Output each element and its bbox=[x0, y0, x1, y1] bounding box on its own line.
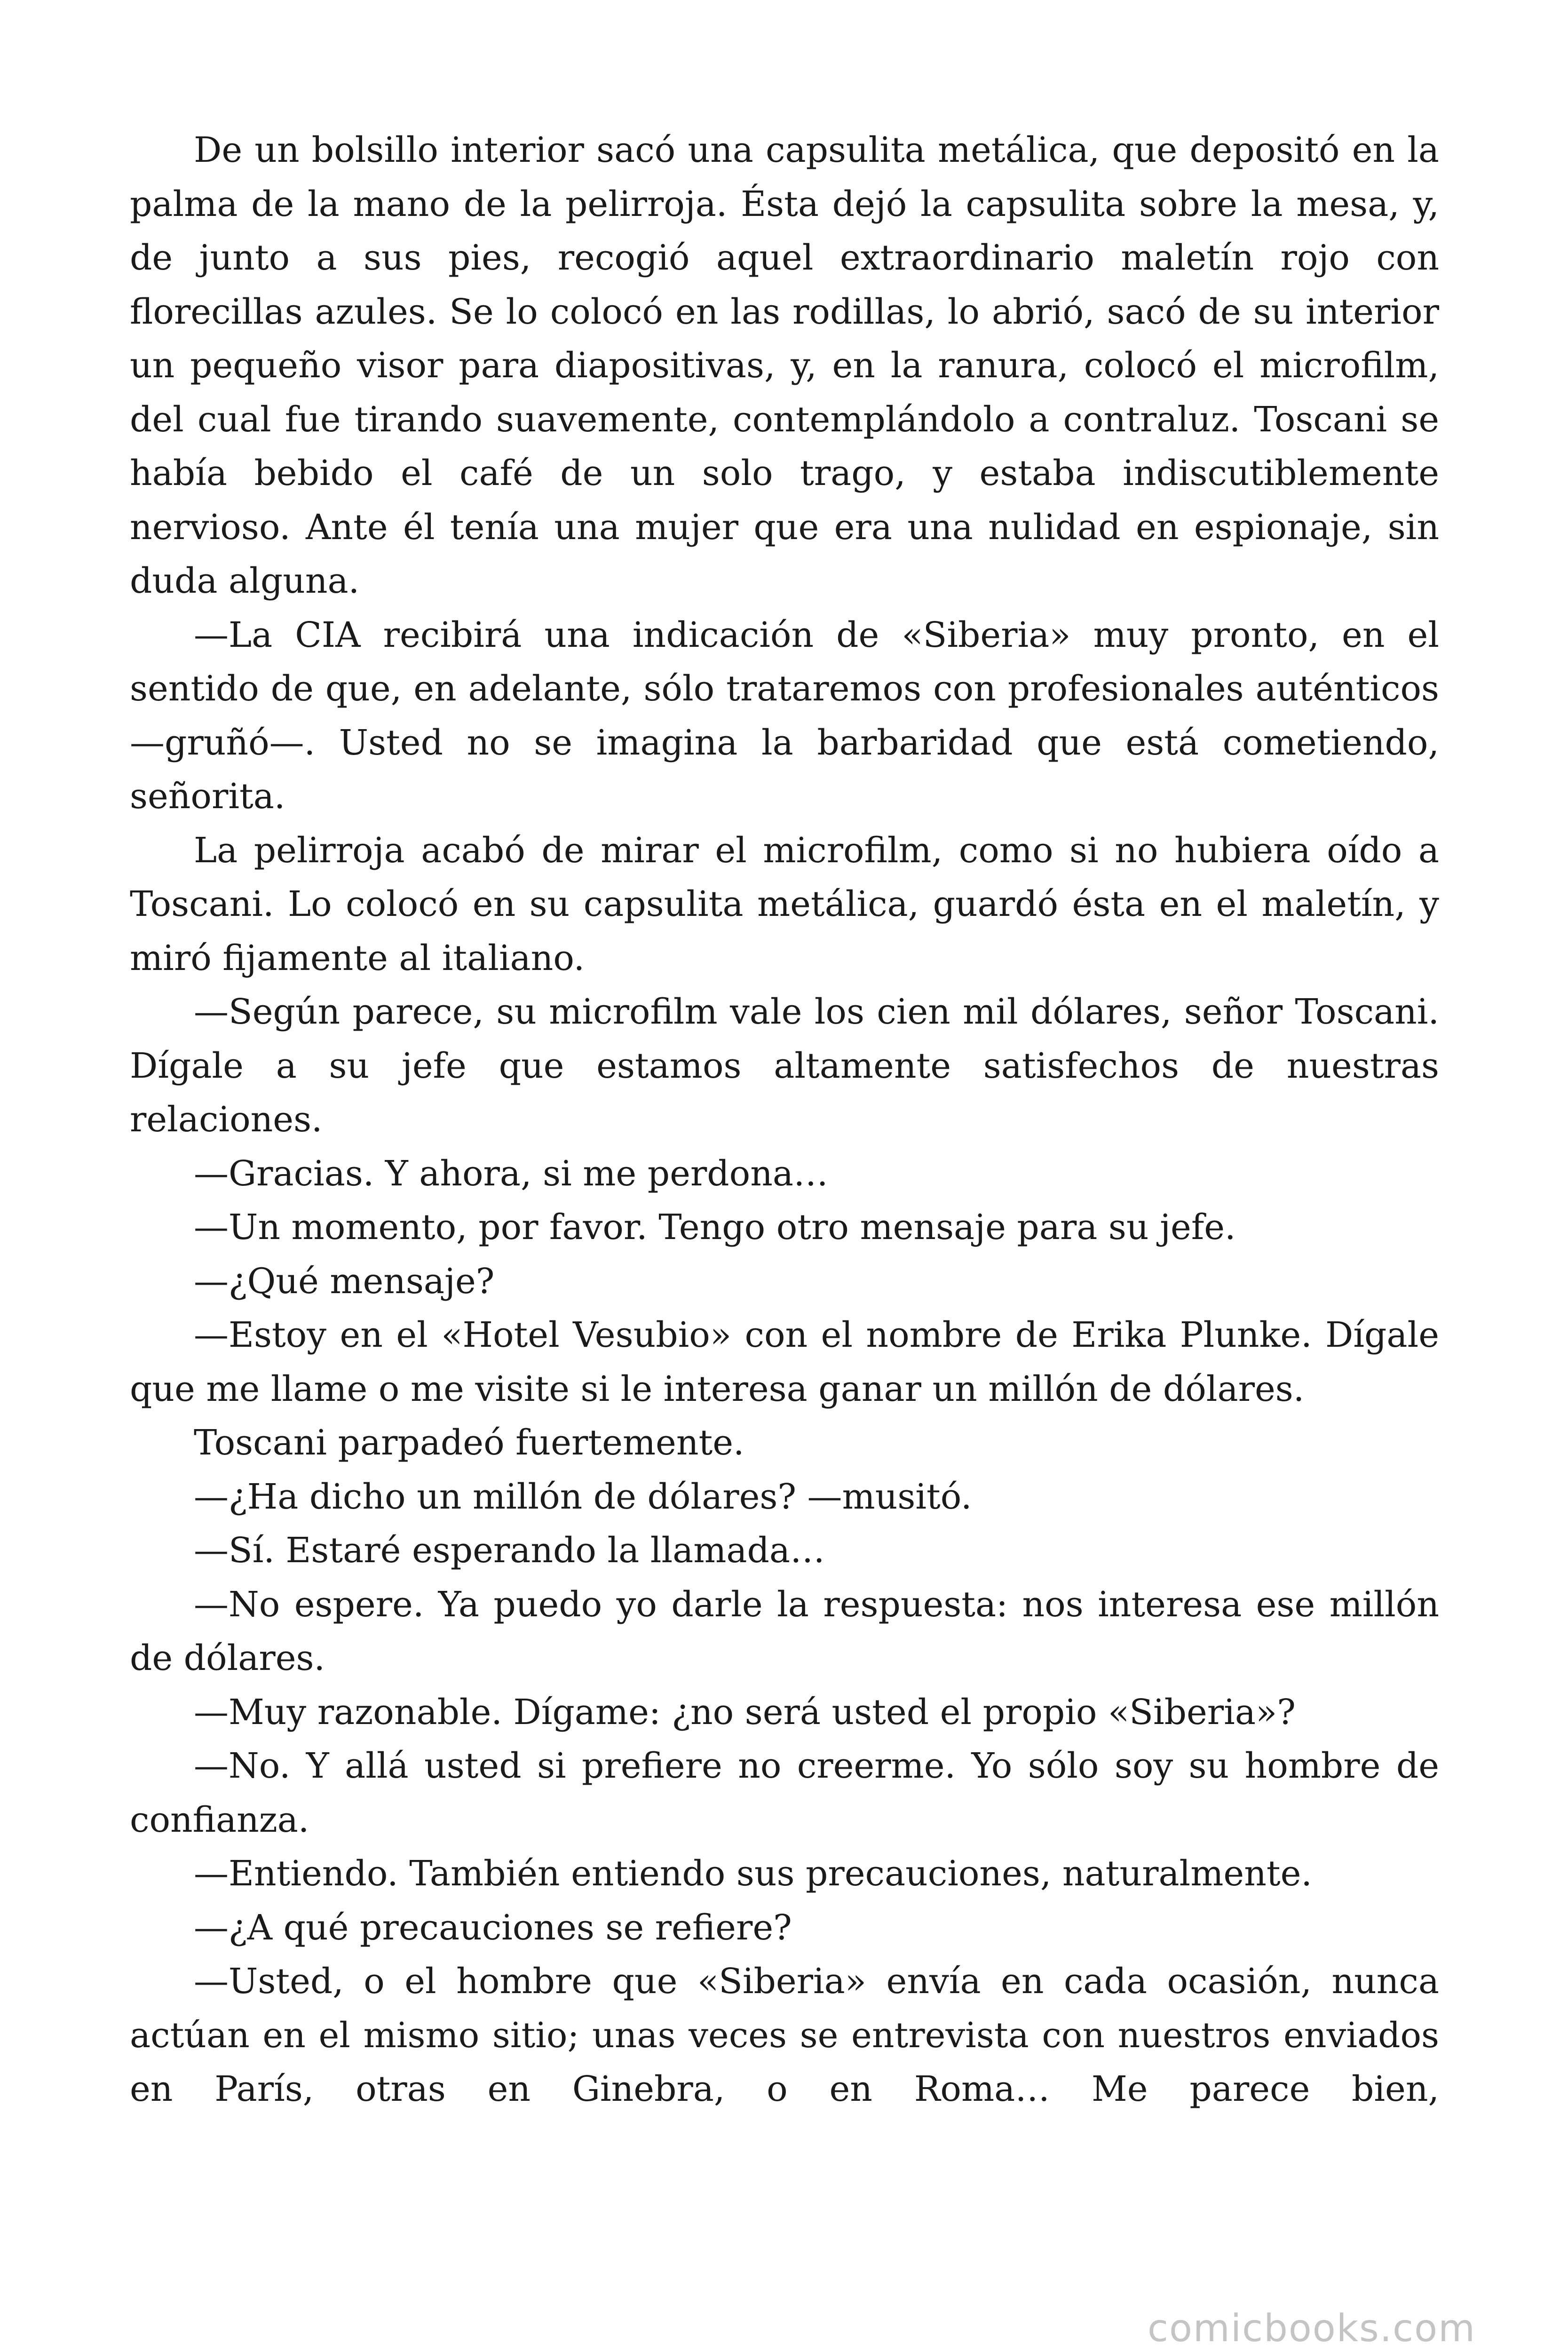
paragraph: —¿A qué precauciones se refiere? bbox=[194, 1907, 792, 1948]
paragraph: —Usted, o el hombre que «Siberia» envía en cada ocasión, nunca actúan en el mismo sitio; unas veces se entrevista con nuestros enviados en París, otras en Ginebra, o en Roma… Me parece bien, bbox=[130, 1961, 1439, 2109]
paragraph: —¿Ha dicho un millón de dólares? —musitó. bbox=[194, 1476, 972, 1517]
paragraph: —Gracias. Y ahora, si me perdona… bbox=[194, 1153, 828, 1194]
paragraph: —La CIA recibirá una indicación de «Siberia» muy pronto, en el sentido de que, en adelante, sólo trataremos con profesionales auténticos —gruñó—. Usted no se imagina la barbaridad que está cometiendo, señorita. bbox=[130, 614, 1439, 817]
paragraph: —No espere. Ya puedo yo darle la respuesta: nos interesa ese millón de dólares. bbox=[130, 1584, 1439, 1678]
paragraph: —Muy razonable. Dígame: ¿no será usted el propio «Siberia»? bbox=[194, 1692, 1296, 1732]
paragraph: —Estoy en el «Hotel Vesubio» con el nombre de Erika Plunke. Dígale que me llame o me visite si le interesa ganar un millón de dólares. bbox=[130, 1315, 1439, 1409]
watermark: comicbooks.com bbox=[1148, 2306, 1476, 2350]
page-body bbox=[130, 123, 1439, 2116]
paragraph: —Según parece, su microfilm vale los cien mil dólares, señor Toscani. Dígale a su jefe que estamos altamente satisfechos de nuestras relaciones. bbox=[130, 992, 1439, 1140]
paragraph: —Un momento, por favor. Tengo otro mensaje para su jefe. bbox=[194, 1207, 1236, 1248]
paragraph: Toscani parpadeó fuertemente. bbox=[194, 1422, 744, 1463]
paragraph: —No. Y allá usted si prefiere no creerme. Yo sólo soy su hombre de confianza. bbox=[130, 1746, 1439, 1840]
paragraph: —¿Qué mensaje? bbox=[194, 1261, 495, 1302]
paragraph: De un bolsillo interior sacó una capsulita metálica, que depositó en la palma de la mano de la pelirroja. Ésta dejó la capsulita sobre la mesa, y, de junto a sus pies, recogió aquel extraordinario maletín rojo con florecillas azules. Se lo colocó en las rodillas, lo abrió, sacó de su interior un pequeño visor para diapositivas, y, en la ranura, colocó el microfilm, del cual fue tirando suavemente, contemplándolo a contraluz. Toscani se había bebido el café de un solo trago, y estaba indiscutiblemente nervioso. Ante él tenía una mujer que era una nulidad en espionaje, sin duda alguna. bbox=[130, 130, 1439, 601]
paragraph: —Sí. Estaré esperando la llamada… bbox=[194, 1530, 825, 1571]
paragraph: La pelirroja acabó de mirar el microfilm, como si no hubiera oído a Toscani. Lo colocó en su capsulita metálica, guardó ésta en el maletín, y miró fijamente al italiano. bbox=[130, 830, 1439, 978]
paragraph: —Entiendo. También entiendo sus precauciones, naturalmente. bbox=[194, 1853, 1312, 1894]
